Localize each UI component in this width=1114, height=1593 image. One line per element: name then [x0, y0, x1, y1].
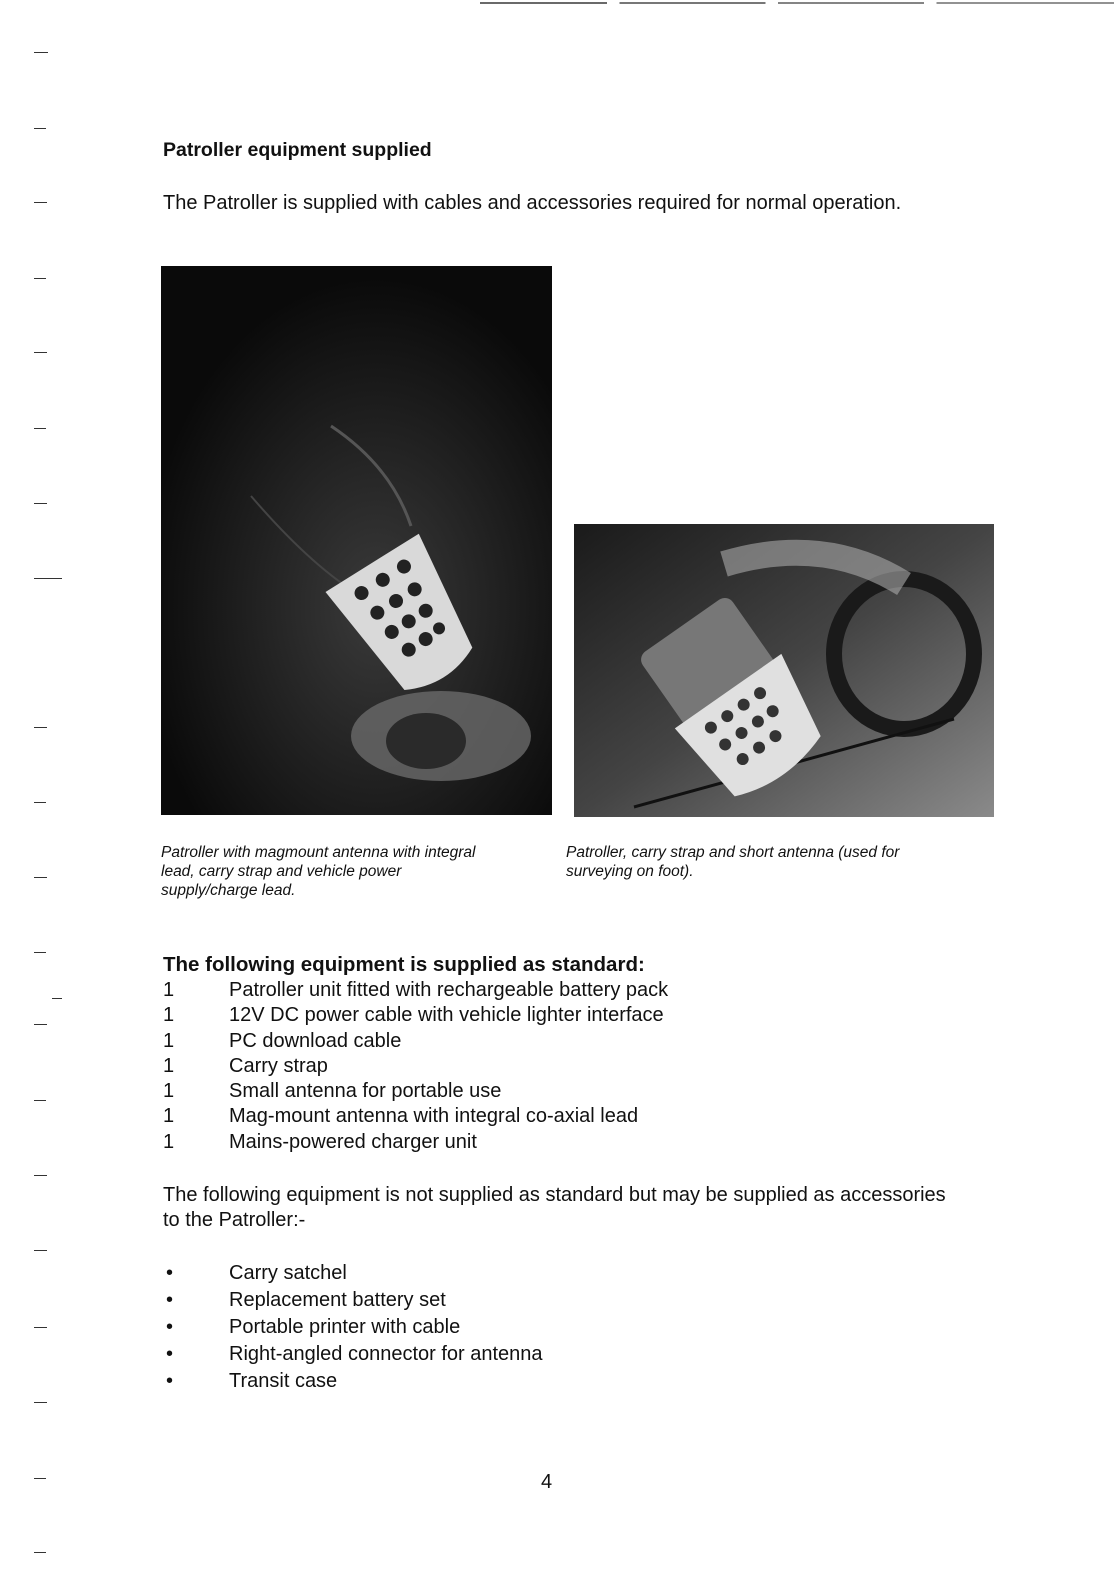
bullet-icon: •: [166, 1316, 174, 1338]
item-text: PC download cable: [229, 1029, 402, 1052]
list-item: [163, 1341, 543, 1368]
section-heading: Patroller equipment supplied: [163, 139, 432, 161]
list-item: [163, 1314, 543, 1341]
list-item: [163, 1260, 543, 1287]
patroller-magmount-photo: [161, 266, 552, 815]
item-quantity: 1: [163, 979, 175, 1001]
item-text: Replacement battery set: [229, 1289, 446, 1311]
list-item: [163, 1029, 668, 1054]
item-text: Transit case: [229, 1370, 338, 1392]
scan-edge-marks: [34, 0, 54, 1593]
item-text: 12V DC power cable with vehicle lighter interface: [229, 1004, 664, 1027]
bullet-icon: •: [166, 1289, 174, 1311]
list-item: [163, 978, 668, 1003]
accessory-intro-paragraph: The following equipment is not supplied as standard but may be supplied as accessories to the Patroller:-: [163, 1184, 946, 1231]
item-quantity: 1: [163, 1004, 175, 1027]
photo-caption-carry-strap: Patroller, carry strap and short antenna (used for surveying on foot).: [566, 844, 900, 880]
item-quantity: 1: [163, 1105, 175, 1128]
item-text: Carry strap: [229, 1054, 328, 1077]
item-text: Portable printer with cable: [229, 1316, 461, 1338]
standard-equipment-list: [163, 978, 668, 1155]
bullet-icon: •: [166, 1370, 174, 1392]
bullet-icon: •: [166, 1262, 174, 1284]
scan-artifact-top: [480, 2, 1114, 4]
list-item: [163, 1079, 668, 1104]
intro-paragraph: The Patroller is supplied with cables and accessories required for normal operation.: [163, 192, 902, 214]
accessory-list: [163, 1260, 543, 1395]
list-item: [163, 1287, 543, 1314]
photo-caption-magmount: Patroller with magmount antenna with integral lead, carry strap and vehicle power supply/charge lead.: [161, 844, 476, 899]
item-quantity: 1: [163, 1029, 175, 1052]
patroller-carry-strap-photo: [574, 524, 994, 817]
list-item: [163, 1003, 668, 1028]
list-item: [163, 1054, 668, 1079]
bullet-icon: •: [166, 1343, 174, 1365]
item-text: Mains-powered charger unit: [229, 1130, 477, 1153]
page-number: 4: [541, 1471, 553, 1493]
item-text: Small antenna for portable use: [229, 1080, 502, 1103]
item-quantity: 1: [163, 1130, 175, 1153]
item-quantity: 1: [163, 1080, 175, 1103]
item-text: Patroller unit fitted with rechargeable battery pack: [229, 979, 669, 1001]
item-text: Right-angled connector for antenna: [229, 1343, 543, 1365]
list-item: [163, 1130, 668, 1155]
list-item: [163, 1368, 543, 1395]
standard-equipment-heading: The following equipment is supplied as standard:: [163, 953, 645, 976]
item-text: Mag-mount antenna with integral co-axial lead: [229, 1105, 639, 1128]
item-quantity: 1: [163, 1054, 175, 1077]
list-item: [163, 1104, 668, 1129]
item-text: Carry satchel: [229, 1262, 347, 1284]
